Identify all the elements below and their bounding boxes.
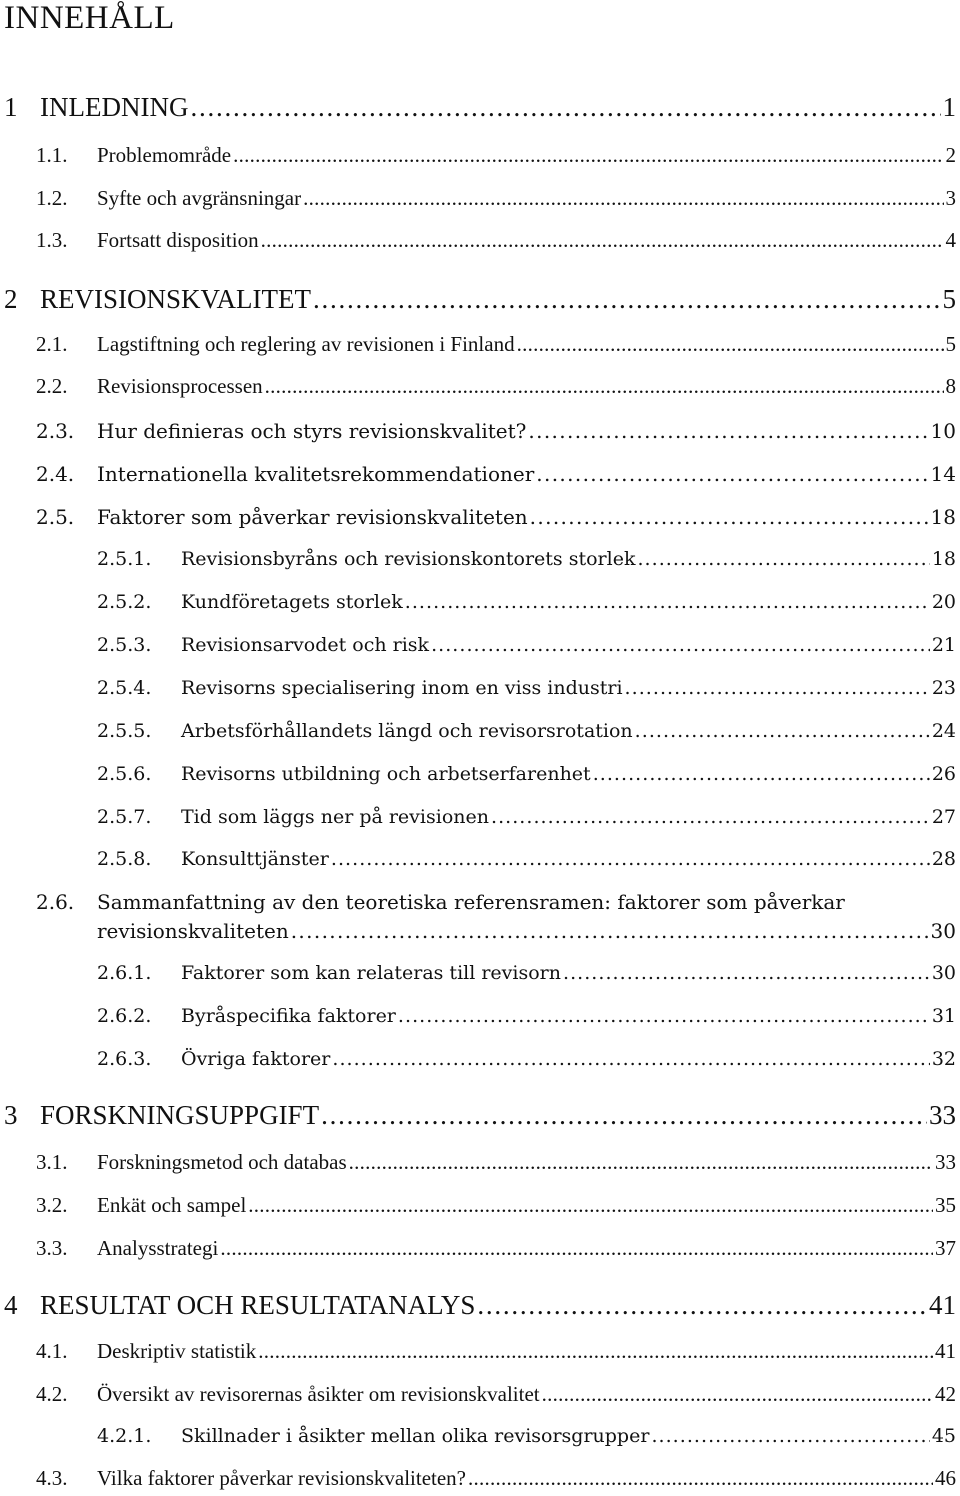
toc-entry-2-5[interactable] — [0, 505, 960, 529]
toc-page: 20 — [931, 591, 956, 613]
toc-leader — [398, 1005, 930, 1027]
toc-entry-4-2[interactable] — [0, 1382, 960, 1407]
toc-number: 2.5.7. — [97, 806, 152, 828]
toc-page: 4 — [945, 228, 956, 252]
toc-title: Analysstrategi — [97, 1236, 219, 1260]
toc-entry-2-6-1[interactable] — [0, 962, 960, 984]
toc-leader — [477, 1290, 927, 1321]
toc-entry-2-5-4[interactable] — [0, 677, 960, 699]
toc-number: 3.2. — [36, 1193, 68, 1217]
toc-number: 3.1. — [36, 1150, 68, 1174]
toc-page: 18 — [931, 548, 956, 570]
toc-title: Tid som läggs ner på revisionen — [181, 806, 489, 828]
toc-title: revisionskvaliteten — [97, 919, 289, 943]
toc-leader — [530, 505, 929, 529]
toc-title: Vilka faktorer påverkar revisionskvaliteten? — [97, 1466, 466, 1490]
toc-entry-4[interactable] — [0, 1290, 960, 1321]
toc-entry-1-3[interactable] — [0, 228, 960, 253]
toc-page: 14 — [930, 462, 956, 486]
toc-title: Revisionsbyråns och revisionskontorets storlek — [181, 548, 636, 570]
toc-page: 24 — [931, 720, 956, 742]
toc-entry-2-5-5[interactable] — [0, 720, 960, 742]
toc-title: Konsulttjänster — [181, 848, 329, 870]
toc-entry-3-2[interactable] — [0, 1193, 960, 1218]
toc-leader — [313, 284, 941, 315]
toc-page: 41 — [929, 1290, 956, 1320]
toc-title: Faktorer som påverkar revisionskvaliteten — [97, 505, 528, 529]
toc-number: 2.5.1. — [97, 548, 152, 570]
toc-title: Arbetsförhållandets längd och revisorsrotation — [181, 720, 633, 742]
toc-page: 5 — [942, 284, 956, 314]
toc-number: 2.6. — [36, 890, 75, 914]
toc-leader — [321, 1100, 927, 1131]
toc-number: 1.3. — [36, 228, 68, 252]
toc-number: 3.3. — [36, 1236, 68, 1260]
toc-title: Enkät och sampel — [97, 1193, 247, 1217]
toc-leader — [291, 919, 929, 943]
toc-page: 32 — [931, 1048, 956, 1070]
toc-title: REVISIONSKVALITET — [40, 284, 311, 314]
toc-number: 2.1. — [36, 332, 68, 356]
toc-page: 33 — [929, 1100, 956, 1130]
toc-leader — [405, 591, 930, 613]
toc-title: Problemområde — [97, 143, 232, 167]
toc-number: 1 — [4, 92, 18, 122]
toc-page: 10 — [930, 419, 956, 443]
toc-page: 28 — [931, 848, 956, 870]
toc-title: Byråspecifika faktorer — [181, 1005, 396, 1027]
toc-leader — [491, 806, 930, 828]
toc-number: 2.5.4. — [97, 677, 152, 699]
toc-title: Revisorns utbildning och arbetserfarenhet — [181, 763, 591, 785]
toc-title: Övriga faktorer — [181, 1048, 331, 1070]
toc-leader — [265, 374, 944, 399]
toc-page: 41 — [935, 1339, 956, 1363]
toc-leader — [332, 1048, 929, 1070]
toc-title: Skillnader i åsikter mellan olika revisorsgrupper — [181, 1425, 650, 1447]
toc-number: 2.4. — [36, 462, 75, 486]
toc-page: 1 — [942, 92, 956, 122]
toc-title: Revisorns specialisering inom en viss industri — [181, 677, 623, 699]
toc-entry-4-2-1[interactable] — [0, 1425, 960, 1447]
toc-entry-2-4[interactable] — [0, 462, 960, 486]
toc-leader — [331, 848, 930, 870]
toc-number: 4.2.1. — [97, 1425, 152, 1447]
toc-entry-3[interactable] — [0, 1100, 960, 1131]
toc-entry-2-3[interactable] — [0, 419, 960, 443]
toc-page: 23 — [931, 677, 956, 699]
toc-page: 45 — [931, 1425, 956, 1447]
toc-entry-2-6-line1[interactable] — [0, 890, 960, 914]
toc-entry-2-5-3[interactable] — [0, 634, 960, 656]
toc-number: 4.2. — [36, 1382, 68, 1406]
toc-number: 1.2. — [36, 186, 68, 210]
toc-number: 2.5. — [36, 505, 75, 529]
toc-entry-4-3[interactable] — [0, 1466, 960, 1491]
toc-entry-2-5-8[interactable] — [0, 848, 960, 870]
toc-page: 37 — [935, 1236, 956, 1260]
toc-page: 26 — [931, 763, 956, 785]
toc-title: Lagstiftning och reglering av revisionen i Finland — [97, 332, 515, 356]
toc-leader — [468, 1466, 933, 1491]
toc-title: Syfte och avgränsningar — [97, 186, 302, 210]
toc-page: 33 — [935, 1150, 956, 1174]
toc-entry-1[interactable] — [0, 92, 960, 123]
toc-page: 27 — [931, 806, 956, 828]
toc-title: Forskningsmetod och databas — [97, 1150, 347, 1174]
toc-page: 5 — [945, 332, 956, 356]
toc-leader — [528, 419, 928, 443]
toc-entry-2-2[interactable] — [0, 374, 960, 399]
toc-title: Kundföretagets storlek — [181, 591, 403, 613]
toc-leader — [536, 462, 928, 486]
page-title: INNEHÅLL — [4, 0, 175, 36]
toc-number: 2.6.3. — [97, 1048, 152, 1070]
toc-leader — [563, 962, 930, 984]
toc-number: 2.5.8. — [97, 848, 152, 870]
toc-entry-2-5-6[interactable] — [0, 763, 960, 785]
toc-page: 2 — [945, 143, 956, 167]
toc-leader — [625, 677, 930, 699]
toc-entry-1-1[interactable] — [0, 143, 960, 168]
toc-number: 4 — [4, 1290, 18, 1320]
toc-number: 1.1. — [36, 143, 68, 167]
toc-leader — [349, 1150, 933, 1175]
toc-leader — [637, 548, 929, 570]
toc-page: 18 — [930, 505, 956, 529]
toc-page: 42 — [935, 1382, 956, 1406]
toc-number: 2.6.2. — [97, 1005, 152, 1027]
toc-number: 3 — [4, 1100, 18, 1130]
toc-entry-2-5-7[interactable] — [0, 806, 960, 828]
toc-number: 2 — [4, 284, 18, 314]
toc-number: 4.3. — [36, 1466, 68, 1490]
toc-leader — [220, 1236, 933, 1261]
toc-entry-4-1[interactable] — [0, 1339, 960, 1364]
toc-title: Deskriptiv statistik — [97, 1339, 257, 1363]
toc-number: 2.2. — [36, 374, 68, 398]
toc-title: Revisionsprocessen — [97, 374, 263, 398]
toc-number: 4.1. — [36, 1339, 68, 1363]
toc-entry-2-6[interactable] — [0, 919, 960, 943]
toc-title: Internationella kvalitetsrekommendationer — [97, 462, 535, 486]
toc-page: 30 — [930, 919, 956, 943]
toc-title-line1: Sammanfattning av den teoretiska referensramen: faktorer som påverkar — [97, 890, 845, 914]
toc-entry-2-5-2[interactable] — [0, 591, 960, 613]
toc-title: Hur definieras och styrs revisionskvalitet? — [97, 419, 527, 443]
toc-leader — [431, 634, 930, 656]
toc-title: Översikt av revisorernas åsikter om revisionskvalitet — [97, 1382, 540, 1406]
toc-leader — [248, 1193, 933, 1218]
toc-entry-2[interactable] — [0, 284, 960, 315]
toc-entry-3-3[interactable] — [0, 1236, 960, 1261]
toc-page: 30 — [931, 962, 956, 984]
toc-number: 2.5.3. — [97, 634, 152, 656]
toc-title: Revisionsarvodet och risk — [181, 634, 430, 656]
toc-entry-2-5-1[interactable] — [0, 548, 960, 570]
toc-number: 2.5.2. — [97, 591, 152, 613]
toc-number: 2.6.1. — [97, 962, 152, 984]
toc-number: 2.3. — [36, 419, 75, 443]
toc-page: 31 — [931, 1005, 956, 1027]
toc-page: 3 — [945, 186, 956, 210]
toc-page: 8 — [945, 374, 956, 398]
toc-leader — [593, 763, 930, 785]
toc-leader — [190, 92, 940, 123]
toc-title: INLEDNING — [40, 92, 189, 122]
toc-entry-3-1[interactable] — [0, 1150, 960, 1175]
toc-leader — [517, 332, 944, 357]
toc-number: 2.5.5. — [97, 720, 152, 742]
toc-page: 35 — [935, 1193, 956, 1217]
toc-leader — [303, 186, 943, 211]
toc-number: 2.5.6. — [97, 763, 152, 785]
toc-entry-2-1[interactable] — [0, 332, 960, 357]
toc-leader — [635, 720, 930, 742]
toc-page: 21 — [931, 634, 956, 656]
toc-title: Fortsatt disposition — [97, 228, 259, 252]
toc-page: 46 — [935, 1466, 956, 1490]
toc-title: RESULTAT OCH RESULTATANALYS — [40, 1290, 476, 1320]
toc-entry-1-2[interactable] — [0, 186, 960, 211]
toc-leader — [233, 143, 943, 168]
toc-leader — [651, 1425, 929, 1447]
toc-entry-2-6-3[interactable] — [0, 1048, 960, 1070]
toc-title: Faktorer som kan relateras till revisorn — [181, 962, 561, 984]
toc-entry-2-6-2[interactable] — [0, 1005, 960, 1027]
toc-title: FORSKNINGSUPPGIFT — [40, 1100, 320, 1130]
toc-leader — [261, 228, 944, 253]
toc-leader — [542, 1382, 933, 1407]
toc-leader — [258, 1339, 933, 1364]
